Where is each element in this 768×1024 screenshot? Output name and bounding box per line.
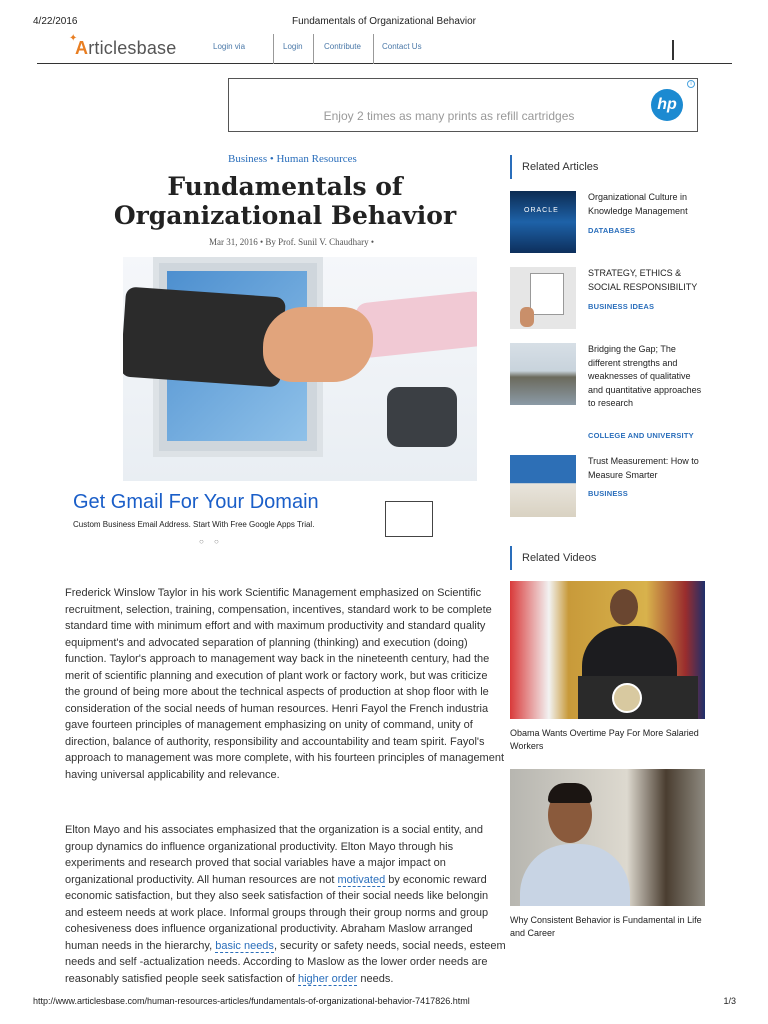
related-article-title[interactable]: Bridging the Gap; The different strengths and weaknesses of qualitative and quantitative approaches to research [588, 344, 702, 408]
related-article-title[interactable]: Organizational Culture in Knowledge Management [588, 192, 688, 216]
print-date: 4/22/2016 [33, 16, 78, 27]
related-article-category[interactable]: BUSINESS [588, 489, 628, 498]
ad-banner[interactable] [228, 78, 698, 132]
handshake-shape [263, 307, 373, 382]
link-motivated[interactable]: motivated [337, 873, 386, 886]
print-header [0, 16, 768, 30]
gmail-ad-subtitle: Custom Business Email Address. Start With Free Google Apps Trial. [73, 520, 315, 529]
seal-icon [612, 683, 642, 713]
site-header [37, 34, 732, 64]
related-article-title[interactable]: Trust Measurement: How to Measure Smarter [588, 456, 699, 480]
related-videos-heading: Related Videos [510, 546, 596, 570]
pink-sleeve-shape [354, 290, 477, 358]
nav-contribute[interactable]: Contribute [324, 42, 361, 51]
link-higher-order[interactable]: higher order [297, 972, 358, 985]
print-title: Fundamentals of Organizational Behavior [292, 16, 476, 27]
article-categories[interactable]: Business • Human Resources [228, 153, 357, 165]
phone-shape [387, 387, 457, 447]
nav-login-via[interactable]: Login via [213, 42, 246, 51]
related-video-thumb[interactable] [510, 581, 705, 719]
article-byline: Mar 31, 2016 • By Prof. Sunil V. Chaudhary • [209, 237, 374, 247]
nav-divider [313, 34, 314, 64]
ad-banner-text: Enjoy 2 times as many prints as refill cartridges [323, 109, 575, 123]
related-article-thumb[interactable] [510, 455, 576, 517]
gmail-ad[interactable] [73, 491, 319, 529]
print-page-number: 1/3 [723, 996, 736, 1006]
link-basic-needs[interactable]: basic needs [215, 939, 274, 952]
print-footer-url: http://www.articlesbase.com/human-resources-articles/fundamentals-of-organizational-behavior-7417826.html [33, 996, 470, 1006]
dark-sleeve-shape [123, 287, 286, 388]
related-article-title[interactable]: STRATEGY, ETHICS & SOCIAL RESPONSIBILITY [588, 268, 698, 292]
related-video-title[interactable]: Obama Wants Overtime Pay For More Salaried Workers [510, 728, 699, 751]
nav-divider [273, 34, 274, 64]
hp-logo-icon: hp [651, 89, 683, 121]
related-article-thumb[interactable]: ORACLE [510, 191, 576, 253]
gmail-ad-title[interactable]: Get Gmail For Your Domain [73, 491, 319, 513]
hero-image-handshake [123, 257, 477, 481]
related-article-category[interactable]: DATABASES [588, 226, 636, 235]
ad-info-icon[interactable]: i [687, 80, 695, 88]
related-article-category[interactable]: BUSINESS IDEAS [588, 302, 655, 311]
article-paragraph-1: Frederick Winslow Taylor in his work Scientific Management emphasized on Scientific recruitment, selection, training, compensation, incentives, standard work to be complete standard time with minimum effort and with maximum productivity and standard quality equipment's and advocated separation of planning (thinking) and execution (doing) function. Taylor's approach to management way back in the nineteenth century, had the merit of scientific planning and execution of plant work or factory work, but was criticize the ground of being more about the technical aspects of production at shop floor with le consideration of the social needs of human resources. Henri Fayol the French industria gave fourteen principles of management emphasizing on unity of command, unity of direction, balance of authority, responsibility and accountability and team spirit. Fayol's approach to management was more complete, with his fourteen principles of management having universal applicability and relevance. [65, 587, 505, 781]
article-title: Fundamentals of Organizational Behavior [113, 172, 457, 230]
gmail-ad-button[interactable] [385, 501, 433, 537]
related-article-thumb[interactable] [510, 343, 576, 405]
menu-bar-icon[interactable] [672, 40, 674, 60]
related-video-thumb[interactable] [510, 769, 705, 906]
related-article-category[interactable]: COLLEGE AND UNIVERSITY [588, 431, 694, 440]
related-video-title[interactable]: Why Consistent Behavior is Fundamental in Life and Career [510, 915, 702, 938]
nav-divider [373, 34, 374, 64]
logo-star-icon: ✦ [69, 33, 78, 44]
related-articles-heading: Related Articles [510, 155, 598, 179]
related-article-thumb[interactable] [510, 267, 576, 329]
nav-login[interactable]: Login [283, 42, 303, 51]
carousel-dots[interactable]: ○ ○ [199, 537, 223, 546]
site-logo[interactable]: ✦ Articlesbase [69, 33, 177, 58]
article-paragraph-2: Elton Mayo and his associates emphasized that the organization is a social entity, and group dynamics do influence organizational productivity. Elton Mayo through his experiments and research proved that social variables have a major impact on organizational productivity. All human resources are not motivated by economic reward economic satisfaction, but they also seek satisfaction of their social needs like belongin and esteem needs at work place. Informal groups through their group norms and group cohesiveness does influence organizational productivity. Abraham Maslow arranged human needs in the hierarchy, basic needs, security or safety needs, social needs, esteem needs and self -actualization needs. According to Maslow as the lower order needs are reasonably satisfied people seek satisfaction of higher order needs. [65, 824, 506, 985]
nav-contact-us[interactable]: Contact Us [382, 42, 422, 51]
